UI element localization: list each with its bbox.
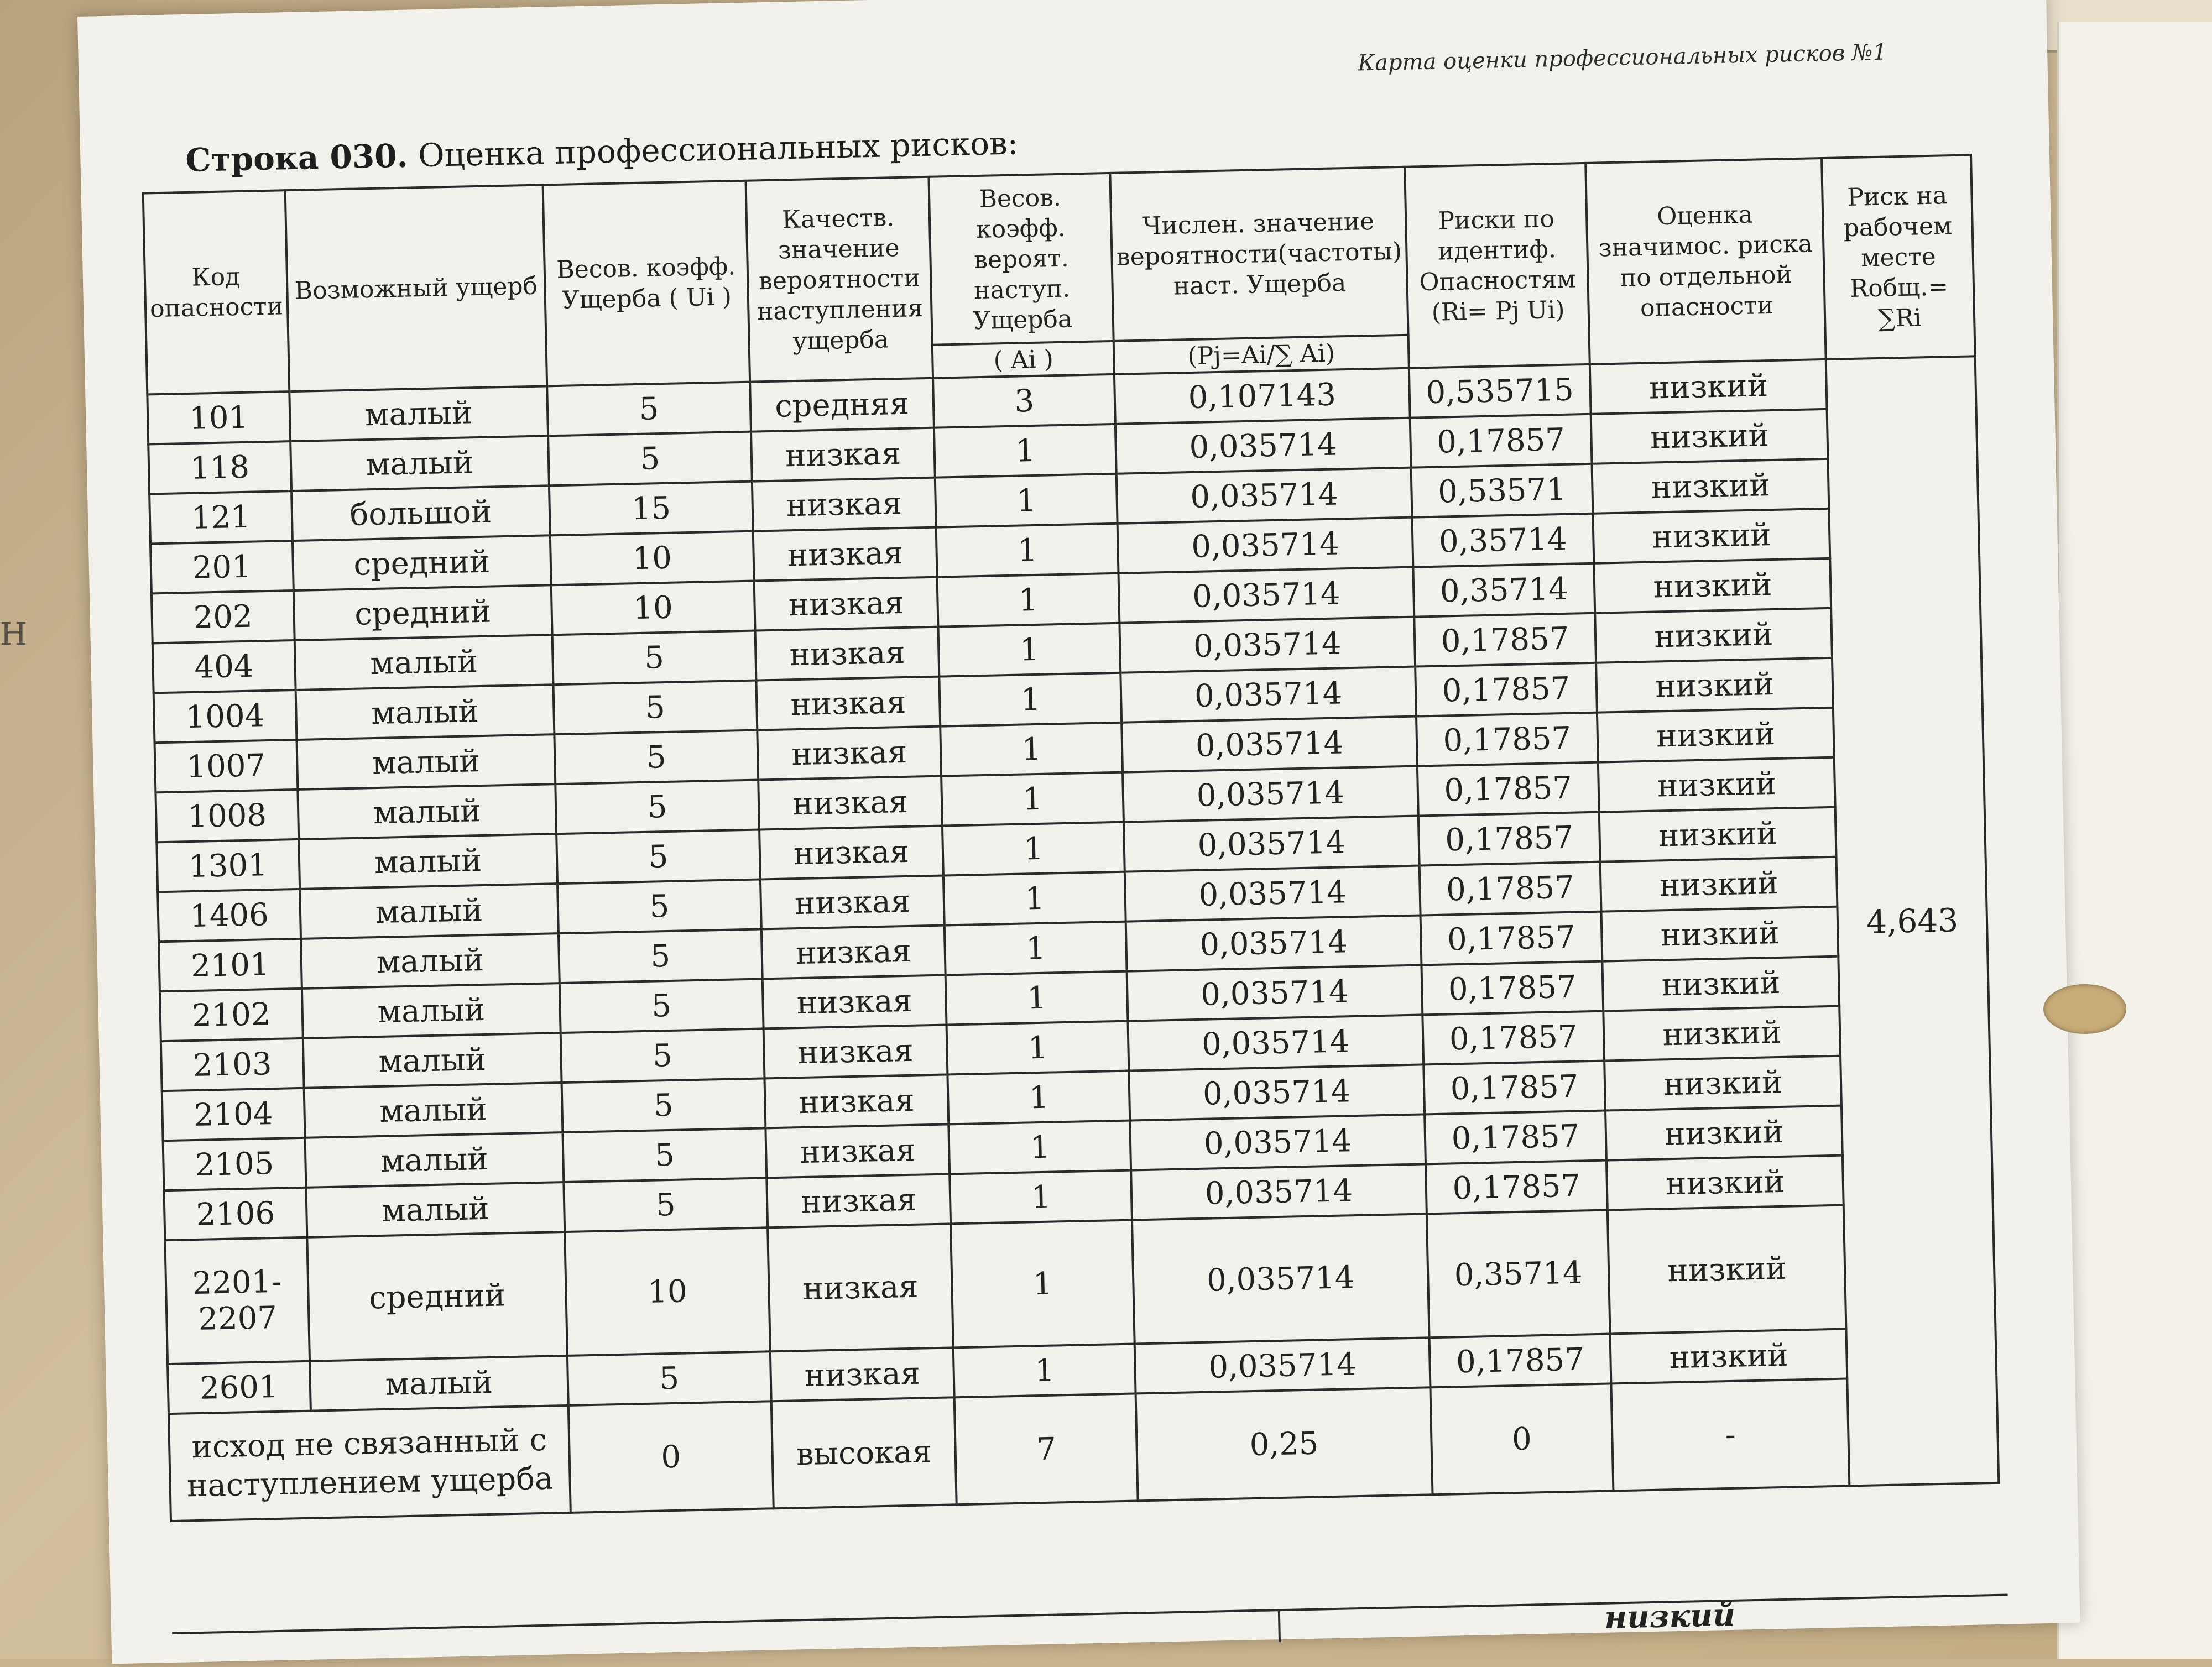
cell-ui: 5	[564, 1178, 768, 1232]
cell-ui: 5	[559, 929, 763, 983]
cell-level: низкий	[1590, 359, 1827, 414]
cell-damage: малый	[298, 784, 556, 839]
cell-damage: малый	[299, 834, 557, 889]
cell-code: 202	[152, 590, 295, 643]
header-code: Код опасности	[143, 190, 289, 394]
cell-ri: 0,17857	[1418, 812, 1600, 866]
header-level: Оценка значимос. риска по отдельной опасности	[1585, 158, 1826, 364]
cell-ui: 5	[552, 631, 757, 685]
cell-ai: 1	[942, 822, 1125, 876]
cell-pj: 0,035714	[1127, 965, 1422, 1021]
cell-pj: 0,035714	[1118, 518, 1413, 573]
table-header-row	[143, 155, 1975, 361]
cell-level: низкий	[1600, 857, 1838, 912]
cell-ri: 0,17857	[1419, 862, 1601, 916]
cell-damage: малый	[290, 436, 549, 491]
cell-code: 1406	[158, 889, 301, 942]
cell-ui: 0	[568, 1401, 774, 1513]
cell-ri: 0,17857	[1410, 414, 1592, 468]
cell-ri: 0,17857	[1414, 613, 1597, 667]
cell-ri: 0,535715	[1408, 364, 1591, 418]
cell-ai: 7	[954, 1393, 1138, 1504]
cell-damage: средний	[307, 1232, 567, 1361]
cell-ri: 0,17857	[1426, 1161, 1608, 1214]
cell-code: 1301	[156, 839, 300, 892]
cell-ri: 0,35714	[1426, 1210, 1610, 1338]
cell-damage: малый	[289, 386, 548, 441]
cell-ui: 5	[555, 780, 759, 834]
cell-level: низкий	[1596, 658, 1833, 713]
cell-code: 404	[153, 640, 296, 693]
cell-damage: малый	[301, 933, 560, 989]
cell-quality: низкая	[756, 677, 940, 730]
header-ai: Весов. коэфф. вероят. наступ. Ущерба	[929, 173, 1114, 345]
header-pj: Числен. значение вероятности(частоты) наст. Ущерба	[1110, 167, 1408, 341]
cell-damage: малый	[310, 1356, 568, 1411]
cell-quality: низкая	[768, 1224, 953, 1351]
cell-pj: 0,035714	[1124, 816, 1419, 872]
cell-level: низкий	[1598, 757, 1835, 812]
section-title-text: Оценка профессиональных рисков:	[407, 124, 1019, 175]
cell-ai: 1	[950, 1170, 1133, 1224]
cell-pj: 0,035714	[1117, 468, 1412, 524]
cell-code: 118	[148, 441, 291, 494]
cell-ai: 1	[938, 623, 1121, 677]
cell-quality: низкая	[764, 1074, 948, 1128]
cell-ai: 1	[936, 524, 1119, 577]
cell-pj: 0,035714	[1126, 916, 1421, 971]
risk-assessment-table	[142, 154, 2000, 1522]
cell-ri: 0,35714	[1412, 514, 1594, 567]
section-number: Строка 030.	[185, 137, 409, 179]
cell-quality: низкая	[763, 975, 947, 1028]
cell-pj: 0,035714	[1125, 866, 1420, 922]
cell-level: низкий	[1603, 957, 1840, 1011]
cell-quality: средняя	[750, 378, 934, 432]
punch-hole	[2043, 984, 2126, 1034]
document-header: Карта оценки профессиональных рисков №1	[1357, 39, 1887, 76]
cell-ri: 0,17857	[1423, 1061, 1606, 1115]
cell-ai: 1	[941, 723, 1123, 776]
cell-ai: 1	[940, 673, 1122, 727]
cell-damage: малый	[306, 1182, 565, 1237]
cell-ri: 0,35714	[1413, 563, 1595, 617]
cell-level: низкий	[1604, 1056, 1841, 1111]
cell-pj: 0,035714	[1115, 418, 1411, 474]
cell-ui: 5	[547, 382, 751, 436]
document-page	[77, 0, 2080, 1664]
side-mark: Н	[0, 616, 27, 652]
header-damage: Возможный ущерб	[285, 185, 547, 391]
cell-ui: 15	[549, 482, 753, 536]
cell-damage: средний	[293, 535, 551, 590]
cell-code: 121	[149, 491, 293, 544]
cell-quality: низкая	[755, 627, 939, 681]
cell-code: 2201-2207	[165, 1237, 309, 1364]
cell-quality: низкая	[751, 428, 935, 482]
cell-level: низкий	[1594, 558, 1832, 613]
cell-ri: 0,17857	[1421, 961, 1604, 1015]
cell-quality: высокая	[771, 1397, 957, 1508]
cell-code: 2105	[163, 1138, 306, 1190]
cell-ai: 1	[951, 1220, 1135, 1348]
cell-level: низкий	[1610, 1329, 1848, 1384]
cell-ui: 5	[548, 432, 752, 486]
cell-quality: низкая	[761, 926, 946, 979]
cell-damage: малый	[295, 635, 554, 690]
cell-ri: 0,17857	[1420, 912, 1603, 965]
cell-ai: 1	[945, 922, 1127, 975]
cell-damage: малый	[295, 684, 554, 740]
cell-ui: 5	[555, 730, 759, 785]
section-title	[185, 124, 1019, 179]
cell-ai: 1	[953, 1344, 1136, 1397]
cell-ai: 1	[949, 1121, 1131, 1174]
cell-ri: 0,17857	[1417, 762, 1599, 816]
cell-ai: 1	[948, 1071, 1130, 1125]
cell-level: низкий	[1608, 1205, 1846, 1334]
cell-ui: 5	[556, 830, 760, 884]
cell-pj: 0,035714	[1121, 667, 1416, 723]
cell-ri: 0,17857	[1422, 1011, 1605, 1065]
cell-ai: 1	[946, 971, 1128, 1025]
cell-quality: низкая	[760, 876, 945, 929]
cell-quality: низкая	[770, 1347, 954, 1401]
cell-ai: 3	[933, 374, 1115, 428]
cell-no-damage-label: исход не связанный с наступлением ущерба	[169, 1405, 571, 1521]
header-pj-sub: (Pj=Ai/∑ Ai)	[1114, 335, 1408, 374]
cell-pj: 0,035714	[1128, 1015, 1423, 1070]
cell-pj: 0,035714	[1132, 1214, 1429, 1344]
cell-ri: 0,53571	[1411, 464, 1593, 518]
header-ri: Риски по идентиф. Опасностям (Ri= Pj Ui)	[1405, 163, 1590, 368]
cell-ai: 1	[934, 424, 1117, 478]
cell-code: 2103	[161, 1038, 304, 1091]
cell-damage: малый	[302, 983, 561, 1038]
overall-risk-level: низкий	[1604, 1596, 1736, 1636]
cell-code: 1004	[154, 690, 297, 743]
cell-ui: 10	[551, 581, 755, 635]
cell-damage: малый	[303, 1033, 562, 1088]
cell-ai: 1	[947, 1021, 1129, 1075]
cell-ai: 1	[943, 872, 1126, 926]
cell-ui: 5	[567, 1351, 771, 1405]
cell-pj: 0,035714	[1120, 617, 1415, 673]
cell-quality: низкая	[754, 577, 938, 631]
cell-level: низкий	[1593, 509, 1830, 563]
cell-code: 2104	[162, 1088, 305, 1141]
cell-damage: малый	[304, 1083, 563, 1138]
cell-level: низкий	[1599, 807, 1837, 862]
cell-damage: средний	[294, 585, 552, 640]
cell-level: низкий	[1592, 459, 1829, 514]
cell-code: 2601	[168, 1361, 311, 1414]
cell-code: 1008	[155, 790, 299, 842]
cell-code: 101	[147, 391, 290, 444]
cell-quality: низкая	[763, 1025, 947, 1078]
cell-ai: 1	[935, 474, 1118, 527]
cell-quality: низкая	[753, 527, 937, 581]
cell-level: -	[1611, 1379, 1850, 1491]
cell-total-risk: 4,643	[1826, 356, 1999, 1486]
cell-damage: малый	[300, 884, 559, 939]
cell-pj: 0,25	[1136, 1387, 1432, 1501]
cell-pj: 0,035714	[1122, 717, 1417, 772]
cell-code: 2101	[159, 939, 302, 991]
cell-ui: 5	[557, 879, 761, 933]
cell-ui: 10	[565, 1227, 770, 1356]
header-quality: Качеств. значение вероятности наступления ущерба	[745, 177, 933, 382]
cell-ui: 5	[554, 681, 758, 735]
table-body	[147, 356, 1999, 1521]
cell-damage: большой	[291, 485, 550, 541]
cell-pj: 0,035714	[1129, 1064, 1425, 1120]
cell-ri: 0,17857	[1416, 713, 1599, 766]
cell-ui: 5	[562, 1078, 766, 1132]
cell-pj: 0,035714	[1130, 1114, 1426, 1170]
header-total: Риск на рабочем месте Rобщ.= ∑Ri	[1822, 155, 1975, 359]
cell-ui: 10	[550, 531, 754, 586]
cell-damage: малый	[296, 734, 555, 790]
cell-ai: 1	[937, 573, 1120, 627]
cell-quality: низкая	[752, 478, 936, 531]
back-paper-sheet	[2057, 22, 2212, 1659]
cell-pj: 0,035714	[1119, 567, 1414, 623]
cell-ui: 5	[561, 1028, 765, 1083]
cell-level: низкий	[1604, 1006, 1841, 1061]
cell-damage: малый	[305, 1132, 564, 1188]
cell-pj: 0,035714	[1131, 1164, 1426, 1220]
cell-code: 2102	[160, 989, 303, 1041]
header-ui: Весов. коэфф. Ущерба ( Ui )	[543, 181, 750, 386]
cell-quality: низкая	[757, 727, 941, 780]
cell-pj: 0,035714	[1135, 1337, 1430, 1393]
cell-ui: 5	[563, 1128, 767, 1182]
cell-ri: 0,17857	[1415, 663, 1598, 717]
cell-quality: низкая	[758, 776, 942, 830]
cell-level: низкий	[1605, 1106, 1843, 1161]
cell-level: низкий	[1595, 608, 1832, 663]
cell-code: 1007	[155, 740, 298, 792]
cell-level: низкий	[1597, 708, 1834, 762]
cell-pj: 0,035714	[1123, 766, 1418, 822]
header-ai-sub: ( Ai )	[932, 341, 1114, 378]
cell-level: низкий	[1591, 409, 1828, 464]
footer-separator	[1278, 1609, 1281, 1642]
cell-quality: низкая	[766, 1174, 951, 1227]
cell-ai: 1	[942, 772, 1124, 826]
cell-level: низкий	[1601, 907, 1839, 961]
cell-quality: низкая	[765, 1124, 950, 1178]
cell-level: низкий	[1606, 1156, 1844, 1210]
cell-ri: 0,17857	[1425, 1111, 1607, 1164]
cell-pj: 0,107143	[1114, 368, 1410, 424]
cell-quality: низкая	[759, 826, 943, 880]
cell-ri: 0,17857	[1429, 1334, 1611, 1387]
cell-code: 201	[150, 541, 294, 593]
cell-ri: 0	[1430, 1383, 1614, 1494]
cell-code: 2106	[164, 1188, 307, 1240]
cell-ui: 5	[560, 979, 764, 1033]
